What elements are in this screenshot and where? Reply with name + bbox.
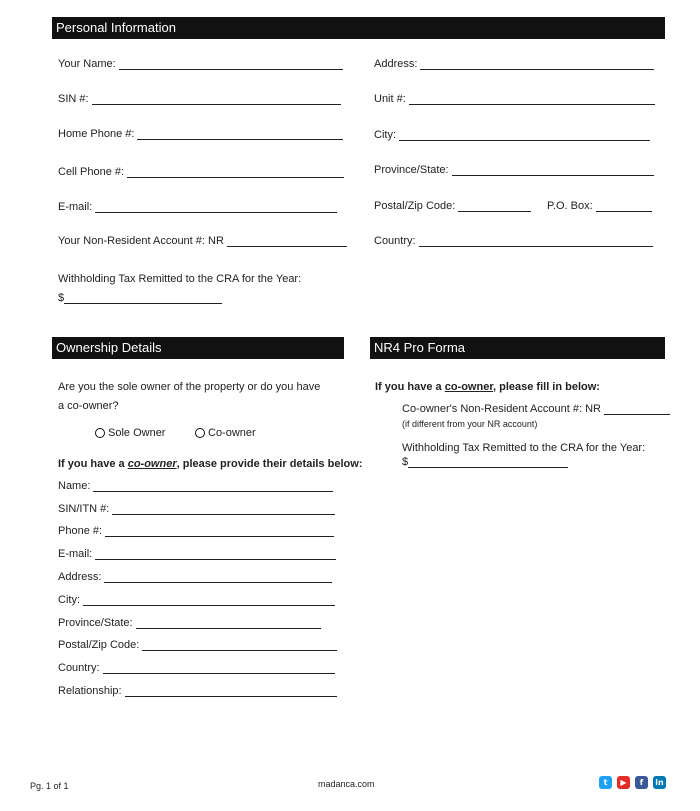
coowner-province-field[interactable] <box>58 617 321 629</box>
province-label: Province/State: <box>374 164 449 176</box>
nr4-account-input[interactable] <box>604 403 670 415</box>
nr4-intro-word: co-owner <box>444 381 493 393</box>
nr4-intro-suffix: , please fill in below: <box>493 381 600 393</box>
coowner-country-field[interactable] <box>58 662 335 674</box>
youtube-icon[interactable]: ▶ <box>617 776 630 789</box>
coowner-phone-field[interactable] <box>58 525 334 537</box>
nr4-account-label: Co-owner's Non-Resident Account #: NR <box>402 403 601 415</box>
coowner-sin-label: SIN/ITN #: <box>58 503 110 515</box>
coowner-city-field[interactable] <box>58 594 335 606</box>
nr4-account-note: (if different from your NR account) <box>402 419 538 429</box>
po-box-input[interactable] <box>596 200 652 212</box>
country-label: Country: <box>374 235 416 247</box>
email-input[interactable] <box>95 201 337 213</box>
coowner-sin-input[interactable] <box>112 503 335 515</box>
withholding-field[interactable] <box>58 292 222 304</box>
coowner-name-label: Name: <box>58 480 91 492</box>
ownership-question-line1: Are you the sole owner of the property or do you have <box>58 381 321 393</box>
sin-label: SIN #: <box>58 93 89 105</box>
home-phone-input[interactable] <box>137 128 343 140</box>
ownership-question-line2: a co-owner? <box>58 400 119 412</box>
country-field[interactable] <box>374 235 653 247</box>
home-phone-field[interactable] <box>58 128 343 140</box>
address-input[interactable] <box>420 58 654 70</box>
province-field[interactable] <box>374 164 654 176</box>
coowner-country-input[interactable] <box>103 662 335 674</box>
page-number: Pg. 1 of 1 <box>30 781 69 791</box>
email-label: E-mail: <box>58 201 93 213</box>
unit-field[interactable] <box>374 93 655 105</box>
nr4-withholding-input[interactable] <box>408 456 568 468</box>
coowner-country-label: Country: <box>58 662 100 674</box>
withholding-input[interactable] <box>64 292 222 304</box>
coowner-heading <box>58 458 362 470</box>
coowner-address-input[interactable] <box>104 571 332 583</box>
address-label: Address: <box>374 58 418 70</box>
city-label: City: <box>374 129 396 141</box>
cell-phone-label: Cell Phone #: <box>58 166 125 178</box>
coowner-city-label: City: <box>58 594 80 606</box>
site-link[interactable]: madanca.com <box>318 779 375 789</box>
nr4-withholding-dollar: $ <box>402 456 409 468</box>
unit-label: Unit #: <box>374 93 406 105</box>
section-header-nr4: NR4 Pro Forma <box>370 337 665 359</box>
coowner-sin-field[interactable] <box>58 503 335 515</box>
coowner-heading-suffix: , please provide their details below: <box>176 458 363 470</box>
facebook-icon[interactable]: f <box>635 776 648 789</box>
coowner-phone-label: Phone #: <box>58 525 103 537</box>
coowner-relationship-label: Relationship: <box>58 685 122 697</box>
coowner-province-label: Province/State: <box>58 617 133 629</box>
your-name-field[interactable] <box>58 58 343 70</box>
home-phone-label: Home Phone #: <box>58 128 135 140</box>
radio-circle-icon[interactable] <box>195 428 205 438</box>
coowner-name-input[interactable] <box>93 480 333 492</box>
twitter-icon[interactable]: t <box>599 776 612 789</box>
your-name-label: Your Name: <box>58 58 116 70</box>
address-field[interactable] <box>374 58 654 70</box>
radio-circle-icon[interactable] <box>95 428 105 438</box>
section-header-ownership: Ownership Details <box>52 337 344 359</box>
coowner-heading-word: co-owner <box>127 458 177 470</box>
coowner-city-input[interactable] <box>83 594 335 606</box>
postal-label: Postal/Zip Code: <box>374 200 456 212</box>
coowner-name-field[interactable] <box>58 480 333 492</box>
nr4-account-field[interactable] <box>402 403 670 415</box>
nr-account-label: Your Non-Resident Account #: NR <box>58 235 224 247</box>
withholding-label: Withholding Tax Remitted to the CRA for the Year: <box>58 273 302 285</box>
coowner-email-label: E-mail: <box>58 548 93 560</box>
nr4-intro <box>375 381 600 393</box>
radio-sole-owner-label: Sole Owner <box>108 427 166 439</box>
radio-co-owner-label: Co-owner <box>208 427 256 439</box>
coowner-postal-input[interactable] <box>142 639 337 651</box>
unit-input[interactable] <box>409 93 655 105</box>
postal-input[interactable] <box>458 200 531 212</box>
city-field[interactable] <box>374 129 650 141</box>
nr-account-field[interactable] <box>58 235 347 247</box>
radio-co-owner[interactable] <box>195 427 256 439</box>
your-name-input[interactable] <box>119 58 343 70</box>
coowner-province-input[interactable] <box>136 617 321 629</box>
linkedin-icon[interactable]: in <box>653 776 666 789</box>
sin-field[interactable] <box>58 93 341 105</box>
province-input[interactable] <box>452 164 654 176</box>
withholding-dollar: $ <box>58 292 65 304</box>
coowner-postal-label: Postal/Zip Code: <box>58 639 140 651</box>
country-input[interactable] <box>419 235 653 247</box>
section-header-personal: Personal Information <box>52 17 665 39</box>
po-box-field[interactable] <box>547 200 652 212</box>
po-box-label: P.O. Box: <box>547 200 593 212</box>
coowner-phone-input[interactable] <box>105 525 334 537</box>
nr4-intro-prefix: If you have a <box>375 381 445 393</box>
coowner-email-field[interactable] <box>58 548 336 560</box>
coowner-heading-prefix: If you have a <box>58 458 128 470</box>
coowner-relationship-field[interactable] <box>58 685 337 697</box>
city-input[interactable] <box>399 129 650 141</box>
email-field[interactable] <box>58 201 337 213</box>
nr4-withholding-field[interactable] <box>402 456 568 468</box>
nr4-withholding-label: Withholding Tax Remitted to the CRA for the Year: <box>402 442 646 454</box>
coowner-postal-field[interactable] <box>58 639 337 651</box>
coowner-address-label: Address: <box>58 571 102 583</box>
postal-field[interactable] <box>374 200 531 212</box>
cell-phone-field[interactable] <box>58 166 344 178</box>
nr-account-input[interactable] <box>227 235 347 247</box>
coowner-address-field[interactable] <box>58 571 332 583</box>
cell-phone-input[interactable] <box>127 166 344 178</box>
coowner-email-input[interactable] <box>95 548 336 560</box>
sin-input[interactable] <box>92 93 341 105</box>
radio-sole-owner[interactable] <box>95 427 165 439</box>
coowner-relationship-input[interactable] <box>125 685 337 697</box>
